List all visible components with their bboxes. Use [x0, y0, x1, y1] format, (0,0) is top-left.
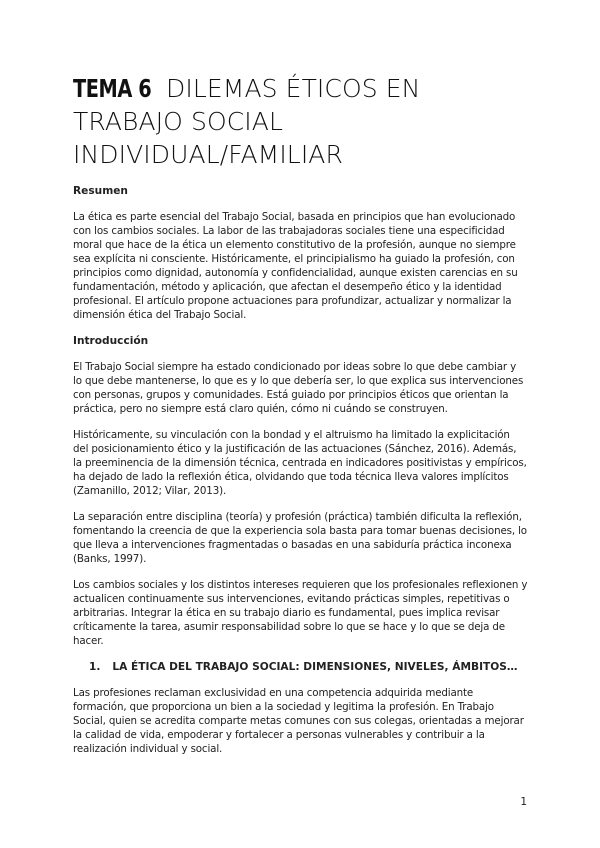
intro-paragraph-1: El Trabajo Social siempre ha estado condicionado por ideas sobre lo que debe cambiar y lo que debe mantenerse, lo que es y lo que debería ser, lo que explica sus intervenciones con personas, grupos y comunidades. Está guiado por principios éticos que orientan la práctica, pero no siempre está claro quién, cómo ni cuándo se construyen. — [73, 361, 524, 415]
section-1-number: 1. — [89, 661, 101, 673]
intro-paragraph-2: Históricamente, su vinculación con la bondad y el altruismo ha limitado la explicitación del posicionamiento ético y la justificación de las actuaciones (Sánchez, 2016). Además, la preeminencia de la dimensión técnica, centrada en indicadores positivistas y empíricos, ha dejado de lado la reflexión ética, olvidando que toda técnica lleva valores implícitos (Zamanillo, 2012; Vilar, 2013). — [73, 429, 527, 497]
document-title — [73, 72, 528, 171]
document-page — [73, 72, 528, 756]
intro-paragraph-3: La separación entre disciplina (teoría) y profesión (práctica) también dificulta la reflexión, fomentando la creencia de que la experiencia sola basta para tomar buenas decisiones, lo que lleva a intervenciones fragmentadas o basadas en una sabiduría práctica inconexa (Banks, 1997). — [73, 511, 527, 565]
resumen-heading: Resumen — [73, 185, 128, 197]
resumen-paragraph: La ética es parte esencial del Trabajo Social, basada en principios que han evolucionado con los cambios sociales. La labor de las trabajadoras sociales tiene una especificidad moral que hace de la ética un elemento constitutivo de la profesión, aunque no siempre sea explícita ni consciente. Históricamente, el principialismo ha guiado la profesión, con principios como dignidad, autonomía y confidencialidad, aunque existen carencias en su fundamentación, método y aplicación, que afectan el desempeño ético y la identidad profesional. El artículo propone actuaciones para profundizar, actualizar y normalizar la dimensión ética del Trabajo Social. — [73, 211, 518, 321]
page-number: 1 — [520, 796, 527, 808]
intro-paragraph-4: Los cambios sociales y los distintos intereses requieren que los profesionales reflexionen y actualicen continuamente sus intervenciones, evitando prácticas simples, repetitivas o arbitrarias. Integrar la ética en su trabajo diario es fundamental, pues implica revisar críticamente la tarea, asumir responsabilidad sobre lo que se hace y lo que se deja de hacer. — [73, 579, 528, 647]
title-text: DILEMAS ÉTICOS EN TRABAJO SOCIAL INDIVIDUAL/FAMILIAR — [73, 74, 421, 169]
introduccion-heading: Introducción — [73, 335, 149, 347]
title-tema-label: TEMA 6 — [73, 74, 152, 103]
section-1-heading — [73, 660, 528, 674]
section-1-title: LA ÉTICA DEL TRABAJO SOCIAL: DIMENSIONES, NIVELES, ÁMBITOS… — [112, 661, 518, 673]
section-1-paragraph: Las profesiones reclaman exclusividad en una competencia adquirida mediante formación, que proporciona un bien a la sociedad y legitima la profesión. En Trabajo Social, quien se acredita comparte metas comunes con sus colegas, orientadas a mejorar la calidad de vida, empoderar y fortalecer a personas vulnerables y contribuir a la realización individual y social. — [73, 687, 524, 755]
